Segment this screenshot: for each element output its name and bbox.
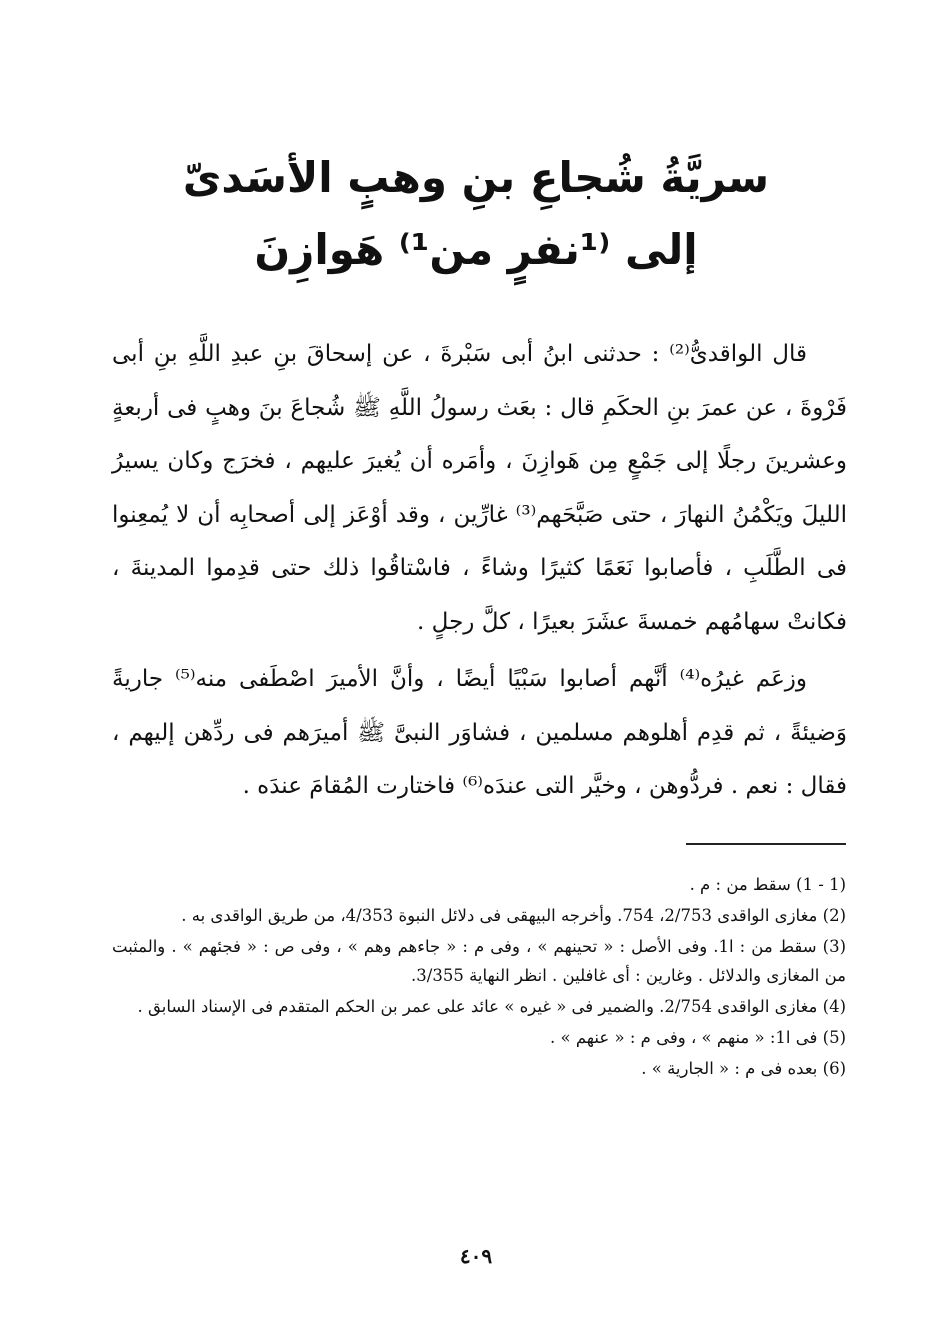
page-number: ٤٠٩ (459, 1244, 493, 1268)
chapter-title-line-1: سريَّةُ شُجاعِ بنِ وهبٍ الأسَدىّ (182, 153, 770, 202)
paragraph-2: وزعَم غيرُه⁽⁴⁾ أنَّهم أصابوا سَبْيًا أيضًا ، وأنَّ الأميرَ اصْطَفى منه⁽⁵⁾ جاريةً وَضيئةً ، ثم قدِم أهلوهم مسلمين ، فشاوَر النبىَّ ﷺ أميرَهم فى ردِّهن إليهم ، فقال : نعم . فردُّوهن ، وخيَّر التى عندَه⁽⁶⁾ فاختارت المُقامَ عندَه . (112, 666, 847, 799)
footnote-5: (5) فى ا1: « منهم » ، وفى م : « عنهم » . (550, 1028, 846, 1047)
footnote-1: (1 - 1) سقط من : م . (689, 875, 846, 894)
paragraph-1: قال الواقدىُّ⁽²⁾ : حدثنى ابنُ أبى سَبْرةَ ، عن إسحاقَ بنِ عبدِ اللَّهِ بنِ أبى فَرْوةَ ، عن عمرَ بنِ الحكَمِ قال : بعَث رسولُ اللَّهِ ﷺ شُجاعَ بنَ وهبٍ فى أربعةٍ وعشرينَ رجلًا إلى جَمْعٍ مِن هَوازِنَ ، وأمَره أن يُغيرَ عليهم ، فخرَج وكان يسيرُ الليلَ ويَكْمُنُ النهارَ ، حتى صَبَّحَهم⁽³⁾ غارِّين ، وقد أوْعَز إلى أصحابِه أن لا يُمعِنوا فى الطَّلَبِ ، فأصابوا نَعَمًا كثيرًا وشاءً ، فاسْتاقُوا ذلك حتى قدِموا المدينةَ ، فكانتْ سهامُهم خمسةَ عشَرَ بعيرًا ، كلَّ رجلٍ . (112, 341, 848, 635)
footnote-divider (686, 843, 846, 845)
footnotes (112, 870, 846, 1085)
main-text (112, 328, 847, 814)
footnote-6: (6) بعده فى م : « الجارية » . (641, 1059, 846, 1078)
footnote-3: (3) سقط من : ا1. وفى الأصل : « تحينهم » ، وفى م : « جاءهم وهم » ، وفى ص : « فجئهم » . والمثبت من المغازى والدلائل . وغارين : أى غافلين . انظر النهاية 3/355. (112, 937, 847, 985)
chapter-title-line-2: إلى ⁽¹نفرٍ من¹⁾ هَوازِنَ (254, 225, 698, 274)
footnote-2: (2) مغازى الواقدى 2/753، 754. وأخرجه البيهقى فى دلائل النبوة 4/353، من طريق الواقدى به . (181, 906, 846, 925)
footnote-4: (4) مغازى الواقدى 2/754. والضمير فى « غيره » عائد على عمر بن الحكم المتقدم فى الإسناد السابق . (137, 997, 846, 1016)
